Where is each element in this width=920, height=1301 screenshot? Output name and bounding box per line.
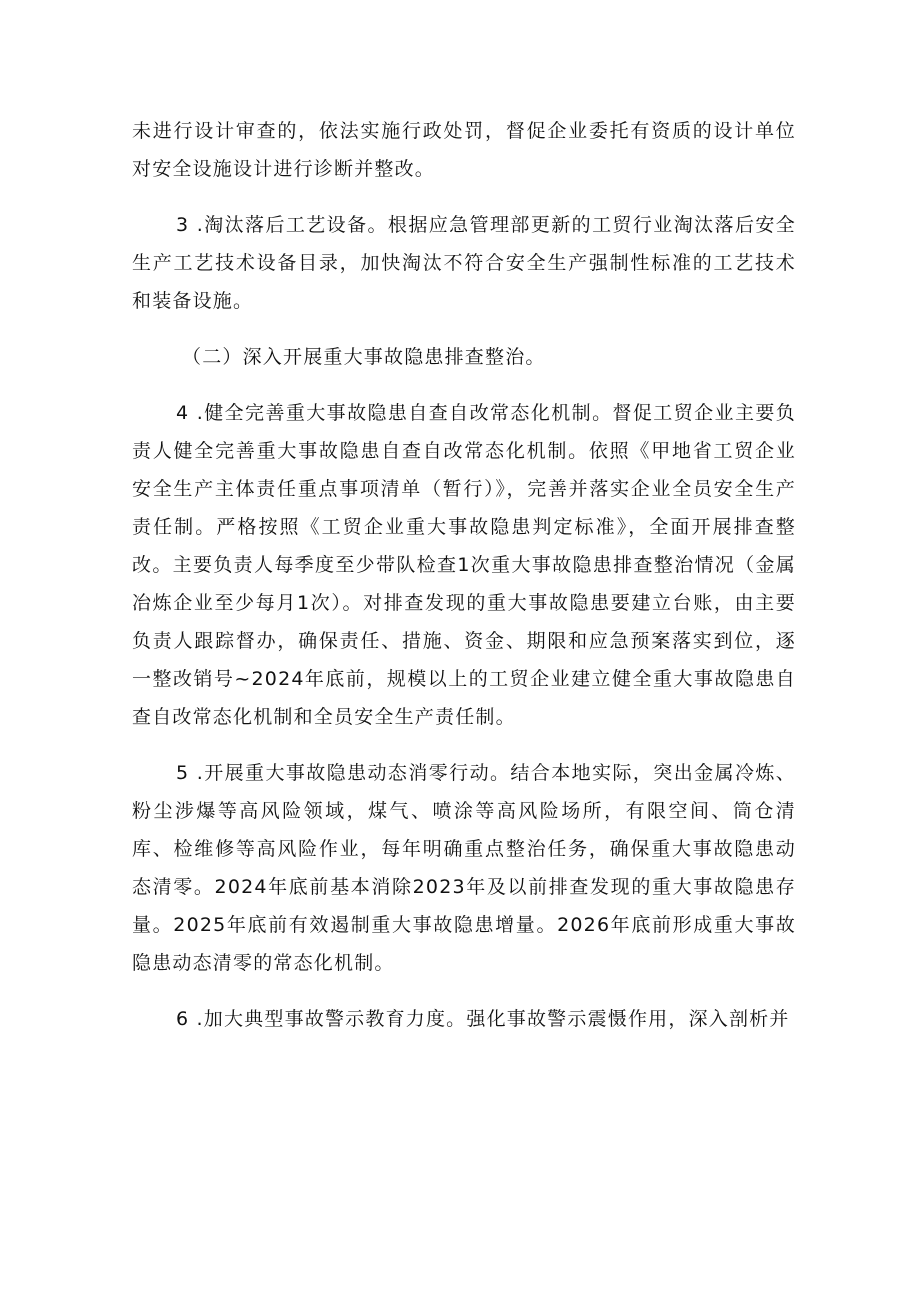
paragraph-continuation: 未进行设计审查的，依法实施行政处罚，督促企业委托有资质的设计单位对安全设施设计进行诊断并整改。 xyxy=(132,120,796,180)
paragraph-item-5: 5 .开展重大事故隐患动态消零行动。结合本地实际，突出金属冷炼、粉尘涉爆等高风险领域，煤气、喷涂等高风险场所，有限空间、筒仓清库、检维修等高风险作业，每年明确重点整治任务，确保重大事故隐患动态清零。2024年底前基本消除2023年及以前排查发现的重大事故隐患存量。2025年底前有效遏制重大事故隐患增量。2026年底前形成重大事故隐患动态清零的常态化机制。 xyxy=(132,762,796,974)
section-heading-2: （二）深入开展重大事故隐患排查整治。 xyxy=(182,346,546,368)
document-body xyxy=(132,112,796,1056)
paragraph-item-3: 3 .淘汰落后工艺设备。根据应急管理部更新的工贸行业淘汰落后安全生产工艺技术设备目录，加快淘汰不符合安全生产强制性标准的工艺技术和装备设施。 xyxy=(132,214,796,312)
paragraph-item-6: 6 .加大典型事故警示教育力度。强化事故警示震慑作用，深入剖析并 xyxy=(176,1008,790,1030)
paragraph-item-4: 4 .健全完善重大事故隐患自查自改常态化机制。督促工贸企业主要负责人健全完善重大事故隐患自查自改常态化机制。依照《甲地省工贸企业安全生产主体责任重点事项清单（暂行）》，完善并落实企业全员安全生产责任制。严格按照《工贸企业重大事故隐患判定标准》，全面开展排查整改。主要负责人每季度至少带队检查1次重大事故隐患排查整治情况（金属冶炼企业至少每月1次）。对排查发现的重大事故隐患要建立台账，由主要负责人跟踪督办，确保责任、措施、资金、期限和应急预案落实到位，逐一整改销号~2024年底前，规模以上的工贸企业建立健全重大事故隐患自查自改常态化机制和全员安全生产责任制。 xyxy=(132,402,796,728)
